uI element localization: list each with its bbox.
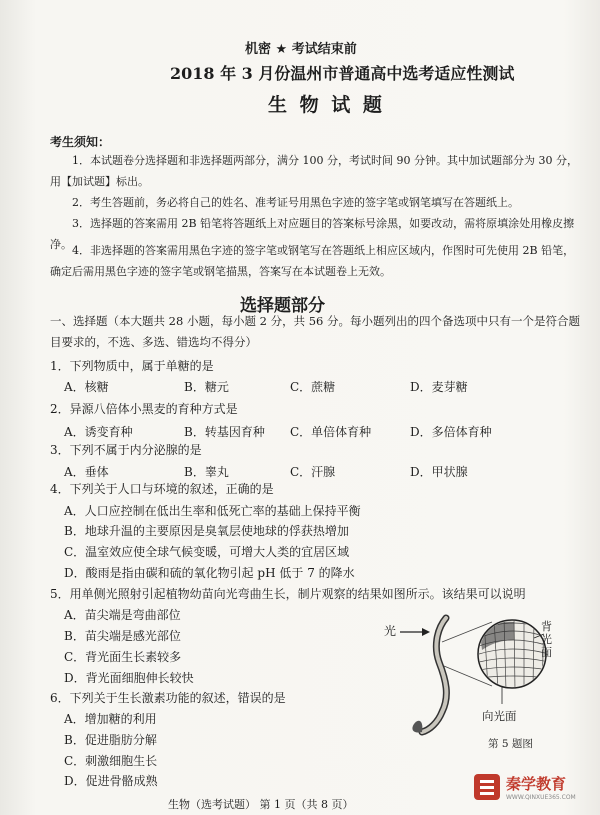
subject-title: 生 物 试 题 [268, 94, 385, 116]
notice-item: 4．非选择题的答案需用黑色字迹的签字笔或钢笔写在答题纸上相应区域内，作图时可先使用 2B 铅笔，确定后需用黑色字迹的签字笔或钢笔描黑，答案写在本试题卷上无效。 [50, 244, 575, 278]
question-stem: 1．下列物质中，属于单糖的是 [50, 359, 214, 373]
question-stem: 3．下列不属于内分泌腺的是 [50, 443, 202, 457]
option: B．促进脂肪分解 [64, 733, 157, 747]
option: A．垂体 [64, 465, 109, 479]
option: C．汗腺 [290, 465, 336, 479]
logo-text: 秦学教育 [506, 775, 567, 793]
question-stem: 4．下列关于人口与环境的叙述，正确的是 [50, 482, 274, 496]
option: A．核糖 [64, 380, 109, 394]
option: B．睾丸 [184, 465, 229, 479]
option: A．人口应控制在低出生率和低死亡率的基础上保持平衡 [64, 504, 361, 518]
question-stem: 6．下列关于生长激素功能的叙述，错误的是 [50, 691, 286, 705]
option: A．诱变育种 [64, 425, 133, 439]
notice-item: 2．考生答题前，务必将自己的姓名、准考证号用黑色字迹的签字笔或钢笔填写在答题纸上。 [72, 196, 519, 209]
option: B．糖元 [184, 380, 229, 394]
question-stem: 5．用单侧光照射引起植物幼苗向光弯曲生长，制片观察的结果如图所示。该结果可以说明 [50, 587, 526, 601]
option: A．增加糖的利用 [64, 712, 157, 726]
section-intro: 一、选择题（本大题共 28 小题，每小题 2 分，共 56 分。每小题列出的四个备选项中只有一个是符合题目要求的，不选、多选、错选均不得分） [50, 314, 581, 349]
seedling-figure [384, 600, 569, 760]
question-stem: 2．异源八倍体小黑麦的育种方式是 [50, 402, 238, 416]
option: C．背光面生长素较多 [64, 650, 182, 664]
option: D．促进骨骼成熟 [64, 774, 158, 788]
notice-item: 1．本试题卷分选择题和非选择题两部分，满分 100 分，考试时间 90 分钟。其中加试题部分为 30 分，用【加试题】标出。 [50, 154, 578, 188]
light-label: 光 [384, 624, 397, 638]
option: C．蔗糖 [290, 380, 336, 394]
exam-title: 2018 年 3 月份温州市普通高中选考适应性测试 [170, 64, 515, 83]
figure-caption: 第 5 题图 [488, 738, 533, 750]
option: C．单倍体育种 [290, 425, 372, 439]
confidential-label: 机密 ★ 考试结束前 [245, 42, 357, 57]
logo-url: WWW.QINXUE365.COM [506, 794, 576, 801]
notice-item: 3．选择题的答案需用 2B 铅笔将答题纸上对应题目的答案标号涂黑，如要改动，需将原填涂处用橡皮擦净。 [50, 217, 575, 251]
option: A．苗尖端是弯曲部位 [64, 608, 181, 622]
notice-title: 考生须知： [50, 135, 111, 149]
section-title: 选择题部分 [240, 296, 325, 316]
option: C．温室效应使全球气候变暖，可增大人类的宜居区域 [64, 545, 350, 559]
option: D．麦芽糖 [410, 380, 468, 394]
back-side-label: 背光面 [541, 620, 552, 659]
option: D．多倍体育种 [410, 425, 492, 439]
option: B．苗尖端是感光部位 [64, 629, 181, 643]
option: D．甲状腺 [410, 465, 468, 479]
option: D．酸雨是指由碳和硫的氧化物引起 pH 低于 7 的降水 [64, 566, 355, 580]
option: D．背光面细胞伸长较快 [64, 671, 194, 685]
watermark-logo [470, 768, 600, 808]
option: B．地球升温的主要原因是臭氧层使地球的俘获热增加 [64, 524, 349, 538]
option: B．转基因育种 [184, 425, 265, 439]
option: C．刺激细胞生长 [64, 754, 158, 768]
page-footer: 生物（选考试题） 第 1 页（共 8 页） [168, 798, 354, 811]
front-side-label: 向光面 [482, 709, 517, 723]
